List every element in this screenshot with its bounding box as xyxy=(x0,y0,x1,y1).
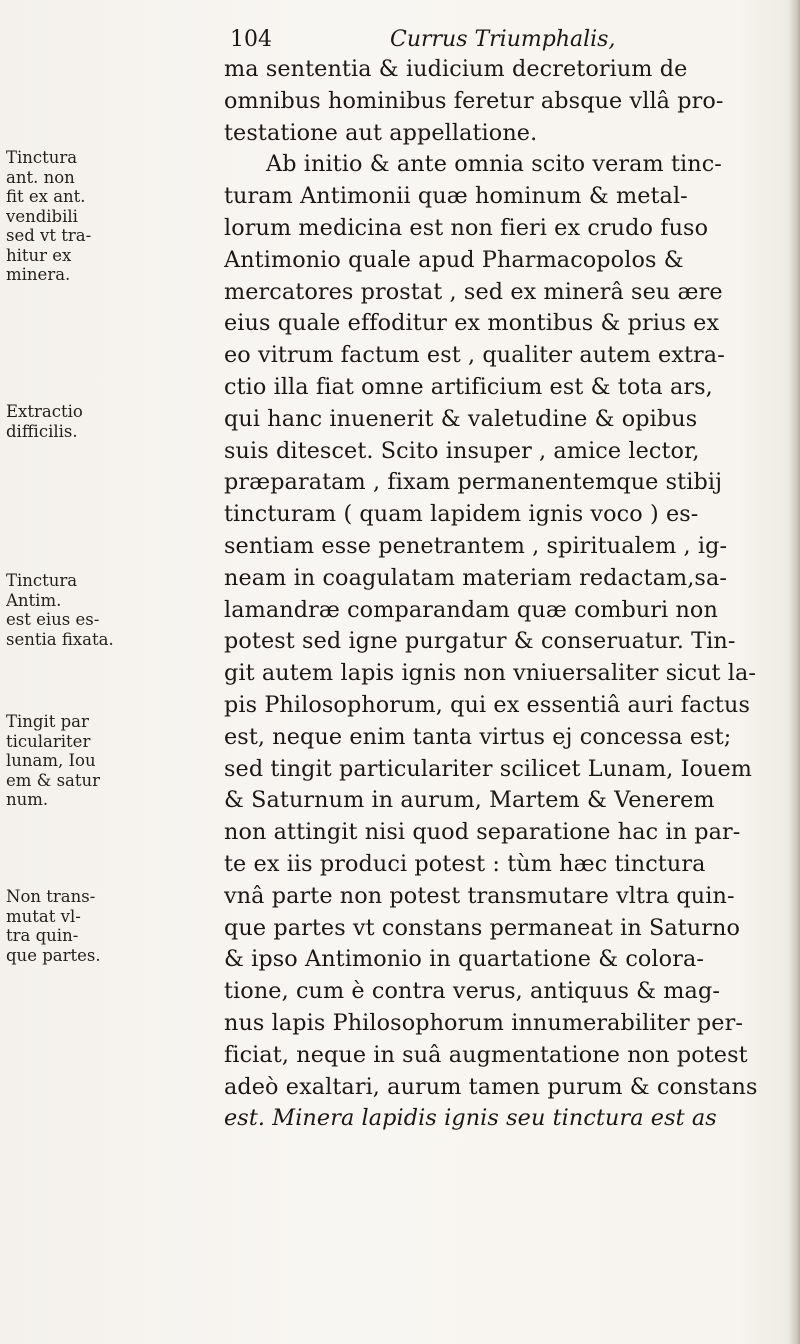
margin-note-line: vendibili xyxy=(6,206,78,226)
margin-note-line: em & satur xyxy=(6,770,101,790)
page-header xyxy=(230,22,750,58)
margin-note-line: hitur ex xyxy=(6,245,72,265)
body-line: non attingit nisi quod separatione hac in par- xyxy=(224,819,741,846)
body-line: Ab initio & ante omnia scito veram tinc- xyxy=(266,151,722,178)
page-spine-shadow xyxy=(788,0,800,1344)
body-line: Antimonio quale apud Pharmacopolos & xyxy=(224,246,684,273)
body-line: tione, cum è contra verus, antiquus & mag- xyxy=(224,978,720,1005)
margin-note-tinctura-ant xyxy=(6,148,216,285)
body-line: adeò exaltari, aurum tamen purum & constans xyxy=(224,1073,758,1100)
body-line: præparatam , fixam permanentemque stibij xyxy=(224,469,723,496)
body-line: suis ditescet. Scito insuper , amice lector, xyxy=(224,437,700,464)
body-line: neam in coagulatam materiam redactam,sa- xyxy=(224,564,727,591)
body-line: eo vitrum factum est , qualiter autem extra- xyxy=(224,342,725,369)
page-number: 104 xyxy=(230,27,272,52)
body-line: turam Antimonii quæ hominum & metal- xyxy=(224,183,688,210)
body-line: & Saturnum in aurum, Martem & Venerem xyxy=(224,787,715,814)
margin-note-line: difficilis. xyxy=(6,421,78,441)
running-title: Currus Triumphalis, xyxy=(390,27,616,52)
margin-note-line: tra quin- xyxy=(6,926,79,945)
margin-note-non-transmutat xyxy=(6,887,216,965)
body-line: lamandræ comparandam quæ comburi non xyxy=(224,596,718,623)
margin-note-extractio xyxy=(6,402,216,441)
body-line: vnâ parte non potest transmutare vltra quin- xyxy=(224,882,735,909)
margin-note-line: minera. xyxy=(6,265,71,284)
body-line: sentiam esse penetrantem , spiritualem , ig- xyxy=(224,532,728,559)
body-line: ficiat, neque in suâ augmentatione non potest xyxy=(224,1041,748,1068)
body-line: omnibus hominibus feretur absque vllâ pro- xyxy=(224,87,724,114)
body-line: est, neque enim tanta virtus ej concessa est; xyxy=(224,723,732,750)
body-line: nus lapis Philosophorum innumerabiliter per- xyxy=(224,1009,743,1036)
margin-note-tingit xyxy=(6,712,216,810)
margin-note-line: ant. non xyxy=(6,167,75,187)
body-line: ma sententia & iudicium decretorium de xyxy=(224,56,688,82)
margin-note-line: ticulariter xyxy=(6,731,91,751)
margin-note-line: fit ex ant. xyxy=(6,187,86,206)
margin-note-line: Tinctura xyxy=(6,571,78,590)
margin-note-line: Antim. xyxy=(6,590,62,610)
body-line: & ipso Antimonio in quartatione & colora- xyxy=(224,946,704,973)
margin-note-line: Non trans- xyxy=(6,887,96,906)
margin-note-line: sed vt tra- xyxy=(6,226,92,245)
body-line: te ex iis produci potest : tùm hæc tinctura xyxy=(224,850,706,877)
margin-note-line: Tingit par xyxy=(6,712,89,731)
margin-note-tinctura-antim xyxy=(6,571,216,649)
margin-note-line: num. xyxy=(6,790,49,809)
body-line: mercatores prostat , sed ex minerâ seu ære xyxy=(224,278,723,305)
body-line: que partes vt constans permaneat in Saturno xyxy=(224,914,740,941)
body-line: lorum medicina est non fieri ex crudo fuso xyxy=(224,214,709,241)
body-line: git autem lapis ignis non vniuersaliter sicut la- xyxy=(224,660,757,687)
body-line: pis Philosophorum, qui ex essentiâ auri factus xyxy=(224,691,750,718)
body-line: qui hanc inuenerit & valetudine & opibus xyxy=(224,405,698,432)
body-line: tincturam ( quam lapidem ignis voco ) es- xyxy=(224,501,699,528)
margin-note-line: que partes. xyxy=(6,945,101,965)
body-line: ctio illa fiat omne artificium est & tota ars, xyxy=(224,373,713,400)
body-line: testatione aut appellatione. xyxy=(224,119,538,146)
body-line: est. Minera lapidis ignis seu tinctura est as xyxy=(224,1105,717,1132)
body-line: potest sed igne purgatur & conseruatur. Tin- xyxy=(224,628,736,655)
body-line: eius quale effoditur ex montibus & prius ex xyxy=(224,310,720,337)
body-text-column xyxy=(224,54,780,1135)
margin-note-line: Tinctura xyxy=(6,148,78,167)
margin-note-line: mutat vl- xyxy=(6,906,81,926)
margin-note-line: Extractio xyxy=(6,402,83,421)
body-line: sed tingit particulariter scilicet Lunam, Iouem xyxy=(224,755,753,782)
margin-note-line: sentia fixata. xyxy=(6,629,114,649)
margin-note-line: est eius es- xyxy=(6,610,100,629)
margin-note-line: lunam, Iou xyxy=(6,751,96,770)
